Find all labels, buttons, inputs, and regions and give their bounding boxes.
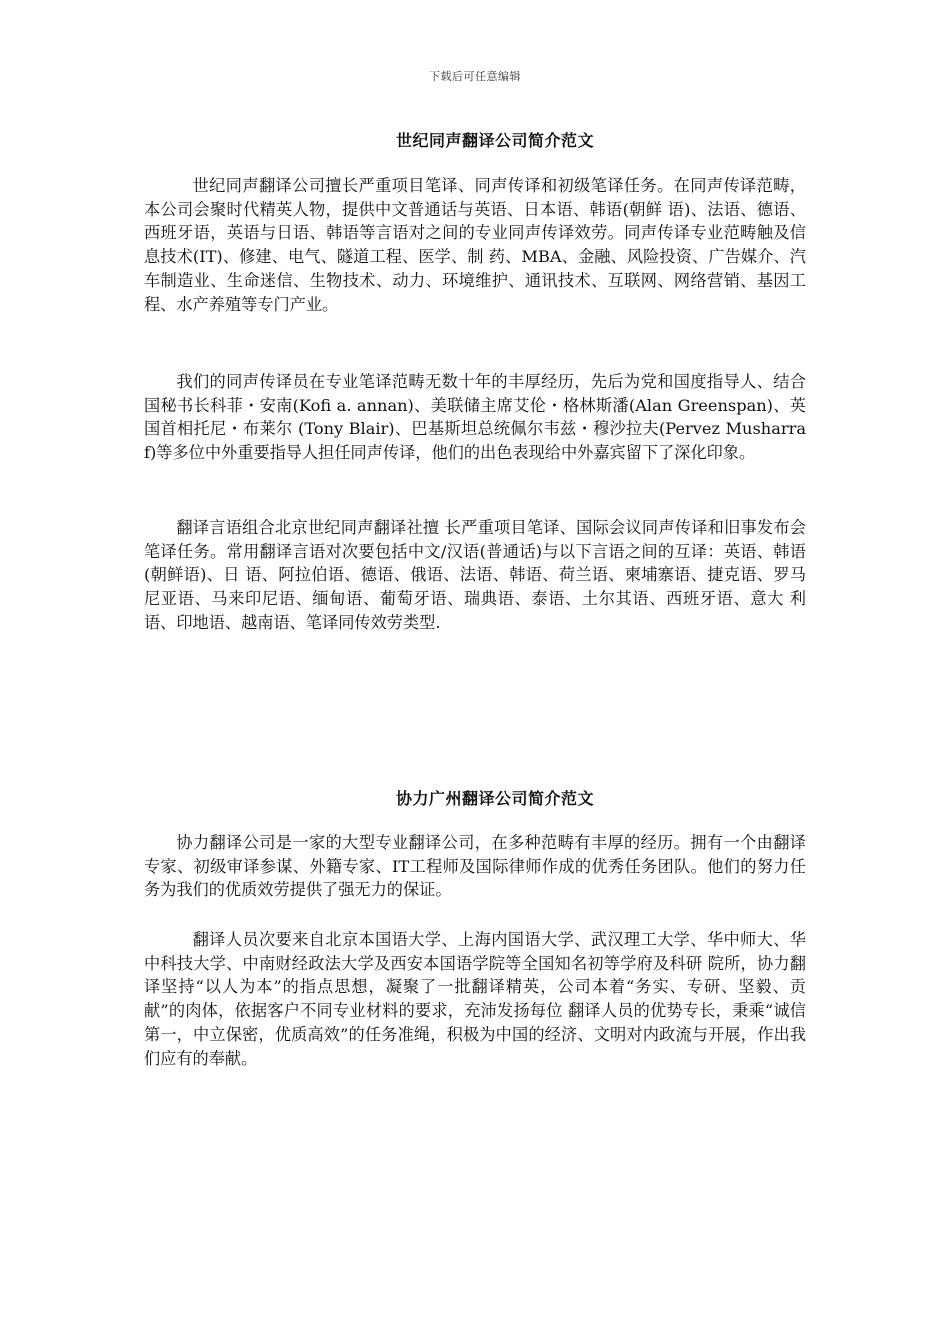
section2-paragraph-1: 协力翻译公司是一家的大型专业翻译公司，在多种范畴有丰厚的经历。拥有一个由翻译专家、初级审译参谋、外籍专家、IT工程师及国际律师作成的优秀任务团队。他们的努力任务为我们的优质效劳提供了强无力的保证。	[144, 833, 806, 900]
section1-title: 世纪同声翻译公司简介范文	[395, 131, 594, 150]
page-header-note: 下载后可任意编辑	[429, 70, 521, 83]
section2-title: 协力广州翻译公司简介范文	[395, 789, 594, 808]
section1-paragraph-3: 翻译言语组合北京世纪同声翻译社擅 长严重项目笔译、国际会议同声传译和旧事发布会笔译任务。常用翻译言语对次要包括中文/汉语(普通话)与以下言语之间的互译：英语、韩语(朝鲜语)、日 语、阿拉伯语、德语、俄语、法语、韩语、荷兰语、柬埔寨语、捷克语、罗马尼亚语、马来印尼语、缅甸语、葡萄牙语、瑞典语、泰语、土尔其语、西班牙语、意大 利语、印地语、越南语、笔译同传效劳类型.	[144, 518, 806, 632]
section1-paragraph-1: 世纪同声翻译公司擅长严重项目笔译、同声传译和初级笔译任务。在同声传译范畴，本公司会聚时代精英人物，提供中文普通话与英语、日本语、韩语(朝鲜 语)、法语、德语、西班牙语，英语与日语、韩语等言语对之间的专业同声传译效劳。同声传译专业范畴触及信息技术(IT)、修建、电气、隧道工程、医学、制 药、MBA、金融、风险投资、广告媒介、汽车制造业、生命迷信、生物技术、动力、环境维护、通讯技术、互联网、网络营销、基因工程、水产养殖等专门产业。	[144, 176, 806, 314]
section2-paragraph-2: 翻译人员次要来自北京本国语大学、上海内国语大学、武汉理工大学、华中师大、华中科技大学、中南财经政法大学及西安本国语学院等全国知名初等学府及科研 院所，协力翻译坚持“以人为本”的指点思想，凝聚了一批翻译精英，公司本着“务实、专研、坚毅、贡献”的肉体，依据客户不同专业材料的要求，充沛发扬每位 翻译人员的优势专长，秉乘“诚信第一，中立保密，优质高效”的任务准绳，积极为中国的经济、文明对内政流与开展，作出我们应有的奉献。	[144, 930, 806, 1068]
section1-paragraph-2: 我们的同声传译员在专业笔译范畴无数十年的丰厚经历，先后为党和国度指导人、结合国秘书长科菲・安南(Kofi a. annan)、美联储主席艾伦・格林斯潘(Alan Greenspan)、英国首相托尼・布莱尔 (Tony Blair)、巴基斯坦总统佩尔韦兹・穆沙拉夫(Pervez Musharraf)等多位中外重要指导人担任同声传译，他们的出色表现给中外嘉宾留下了深化印象。	[144, 372, 806, 463]
